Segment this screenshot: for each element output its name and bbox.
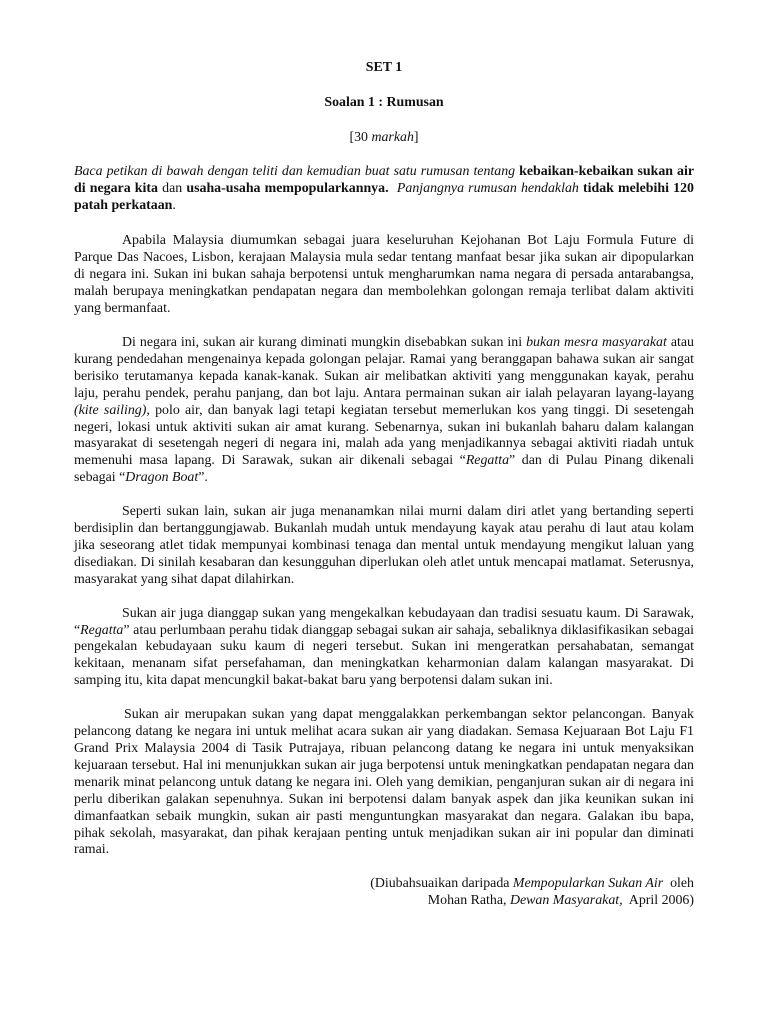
instruction-text-4: . — [172, 197, 176, 213]
source-text-d: April 2006) — [622, 893, 694, 909]
marks-label — [74, 130, 694, 147]
p4-text-b: ” atau perlumbaan perahu tidak dianggap sebagai sukan air sahaja, sebaliknya diklasifikasikan sebagai pengekalan kebudayaan suku kaum di negeri tersebut. Sukan ini mengeratkan persahabatan, semangat kekitaan, menanam sifat persefahaman, dan meningkatkan keharmonian dalam kalangan masyarakat. Di samping itu, kita dapat mencungkil bakat-bakat baru yang berpotensi dalam sukan ini. — [74, 622, 694, 689]
source-text-a: (Diubahsuaikan daripada — [370, 876, 513, 892]
instruction-text-2: dan — [157, 180, 187, 196]
paragraph-5: Sukan air merupakan sukan yang dapat menggalakkan perkembangan sektor pelancongan. Banyak pelancong datang ke negara ini untuk melihat acara sukan air yang diadakan. Semasa Kejuaraan Bot Laju F1 Grand Prix Malaysia 2004 di Tasik Putrajaya, ribuan pelancong datang ke negara ini untuk menyaksikan kejuaraan tersebut. Hal ini menunjukkan sukan air juga berpotensi untuk meningkatkan pendapatan negara dan menarik minat pelancong untuk datang ke negara ini. Oleh yang demikian, penganjuran sukan air di negara ini perlu diberikan galakan sepenuhnya. Sukan ini berpotensi dalam banyak aspek dan jika keunikan sukan ini dimanfaatkan sebaik mungkin, sukan air pasti menguntungkan masyarakat dan negara. Galakan ibu bapa, pihak sekolah, masyarakat, dan pihak kerajaan penting untuk menjadikan sukan air ini popular dan diminati ramai. — [74, 707, 694, 858]
marks-word: markah — [371, 129, 414, 145]
instruction-text-3: Panjangnya rumusan hendaklah — [388, 180, 583, 196]
p2-italic-4: Dragon Boat — [125, 470, 199, 486]
source-text-c: Mohan Ratha, — [427, 893, 510, 909]
paragraph-2 — [74, 335, 694, 487]
source-text-b: oleh — [663, 876, 694, 892]
p2-text-b: atau kurang pendedahan mengenainya kepada golongan pelajar. Ramai yang beranggapan bahawa sukan air sangat berisiko terutamanya kepada kanak-kanak. Sukan air melibatkan aktiviti yang menggunakan kayak, perahu laju, perahu pendek, perahu panjang, dan bot laju. Antara permainan sukan air ialah pelayaran layang-layang — [74, 334, 694, 401]
p2-text-c: polo air, dan banyak lagi tetapi kegiatan tersebut memerlukan kos yang tinggi. Di sesetengah negeri, lokasi untuk aktiviti sukan air amat kurang. Sebenarnya, sukan ini bukanlah baharu dalam kalangan masyarakat di sesetengah negeri di negara ini, malah ada yang menjadikannya sebagai aktiviti riadah untuk memenuhi masa lapang. Di Sarawak, sukan air dikenali sebagai “ — [74, 402, 694, 469]
p2-text-a: Di negara ini, sukan air kurang diminati mungkin disebabkan sukan ini — [122, 334, 527, 350]
p2-text-e: ”. — [198, 470, 208, 486]
instruction — [74, 164, 694, 215]
instruction-bold-2: usaha-usaha mempopularkannya. — [186, 180, 389, 196]
instruction-bold-3: tidak melebihi 120 patah perkataan — [74, 180, 694, 213]
source-italic-2: Dewan Masyarakat, — [509, 893, 623, 909]
set-title: SET 1 — [365, 60, 403, 75]
p2-text-d: ” dan di Pulau Pinang dikenali sebagai “ — [74, 453, 694, 486]
source-line-2 — [74, 893, 694, 910]
paragraph-4 — [74, 606, 694, 691]
paragraph-1: Apabila Malaysia diumumkan sebagai juara keseluruhan Kejohanan Bot Laju Formula Future di Parque Das Nacoes, Lisbon, kerajaan Malaysia mula sedar tentang manfaat besar jika sukan air dipopularkan di negara ini. Sukan ini bukan sahaja berpotensi untuk mengharumkan nama negara di persada antarabangsa, malah berupaya meningkatkan pendapatan negara dan membolehkan golongan remaja terlibat dalam aktiviti yang bermanfaat. — [74, 233, 694, 317]
p2-italic-2: (kite sailing), — [74, 402, 150, 418]
instruction-bold-1: kebaikan-kebaikan sukan air di negara kita — [74, 163, 695, 196]
question-title: Soalan 1 : Rumusan — [324, 94, 444, 110]
p4-text-a: Sukan air juga dianggap sukan yang mengekalkan kebudayaan dan tradisi sesuatu kaum. Di Sarawak, “ — [74, 605, 694, 638]
p2-italic-1: bukan mesra masyarakat — [526, 334, 667, 350]
source-citation — [74, 876, 694, 910]
p4-italic-1: Regatta — [80, 622, 124, 638]
p2-italic-3: Regatta — [465, 453, 510, 469]
marks-open: [30 — [349, 129, 372, 145]
source-line-1 — [74, 876, 694, 893]
instruction-text-1: Baca petikan di bawah dengan teliti dan kemudian buat satu rumusan tentang — [74, 163, 520, 179]
marks-close: ] — [413, 129, 419, 145]
paragraph-3: Seperti sukan lain, sukan air juga menanamkan nilai murni dalam diri atlet yang bertanding seperti berdisiplin dan bertanggungjawab. Bukanlah mudah untuk mendayung kayak atau perahu di laut atau kolam jika seseorang atlet tidak mempunyai kombinasi tenaga dan mental untuk mendayung mengikut laluan yang disediakan. Di sinilah kesabaran dan kesungguhan diperlukan oleh atlet untuk mencapai matlamat. Seterusnya, masyarakat yang sihat dapat dilahirkan. — [74, 504, 694, 587]
source-italic-1: Mempopularkan Sukan Air — [512, 876, 664, 892]
